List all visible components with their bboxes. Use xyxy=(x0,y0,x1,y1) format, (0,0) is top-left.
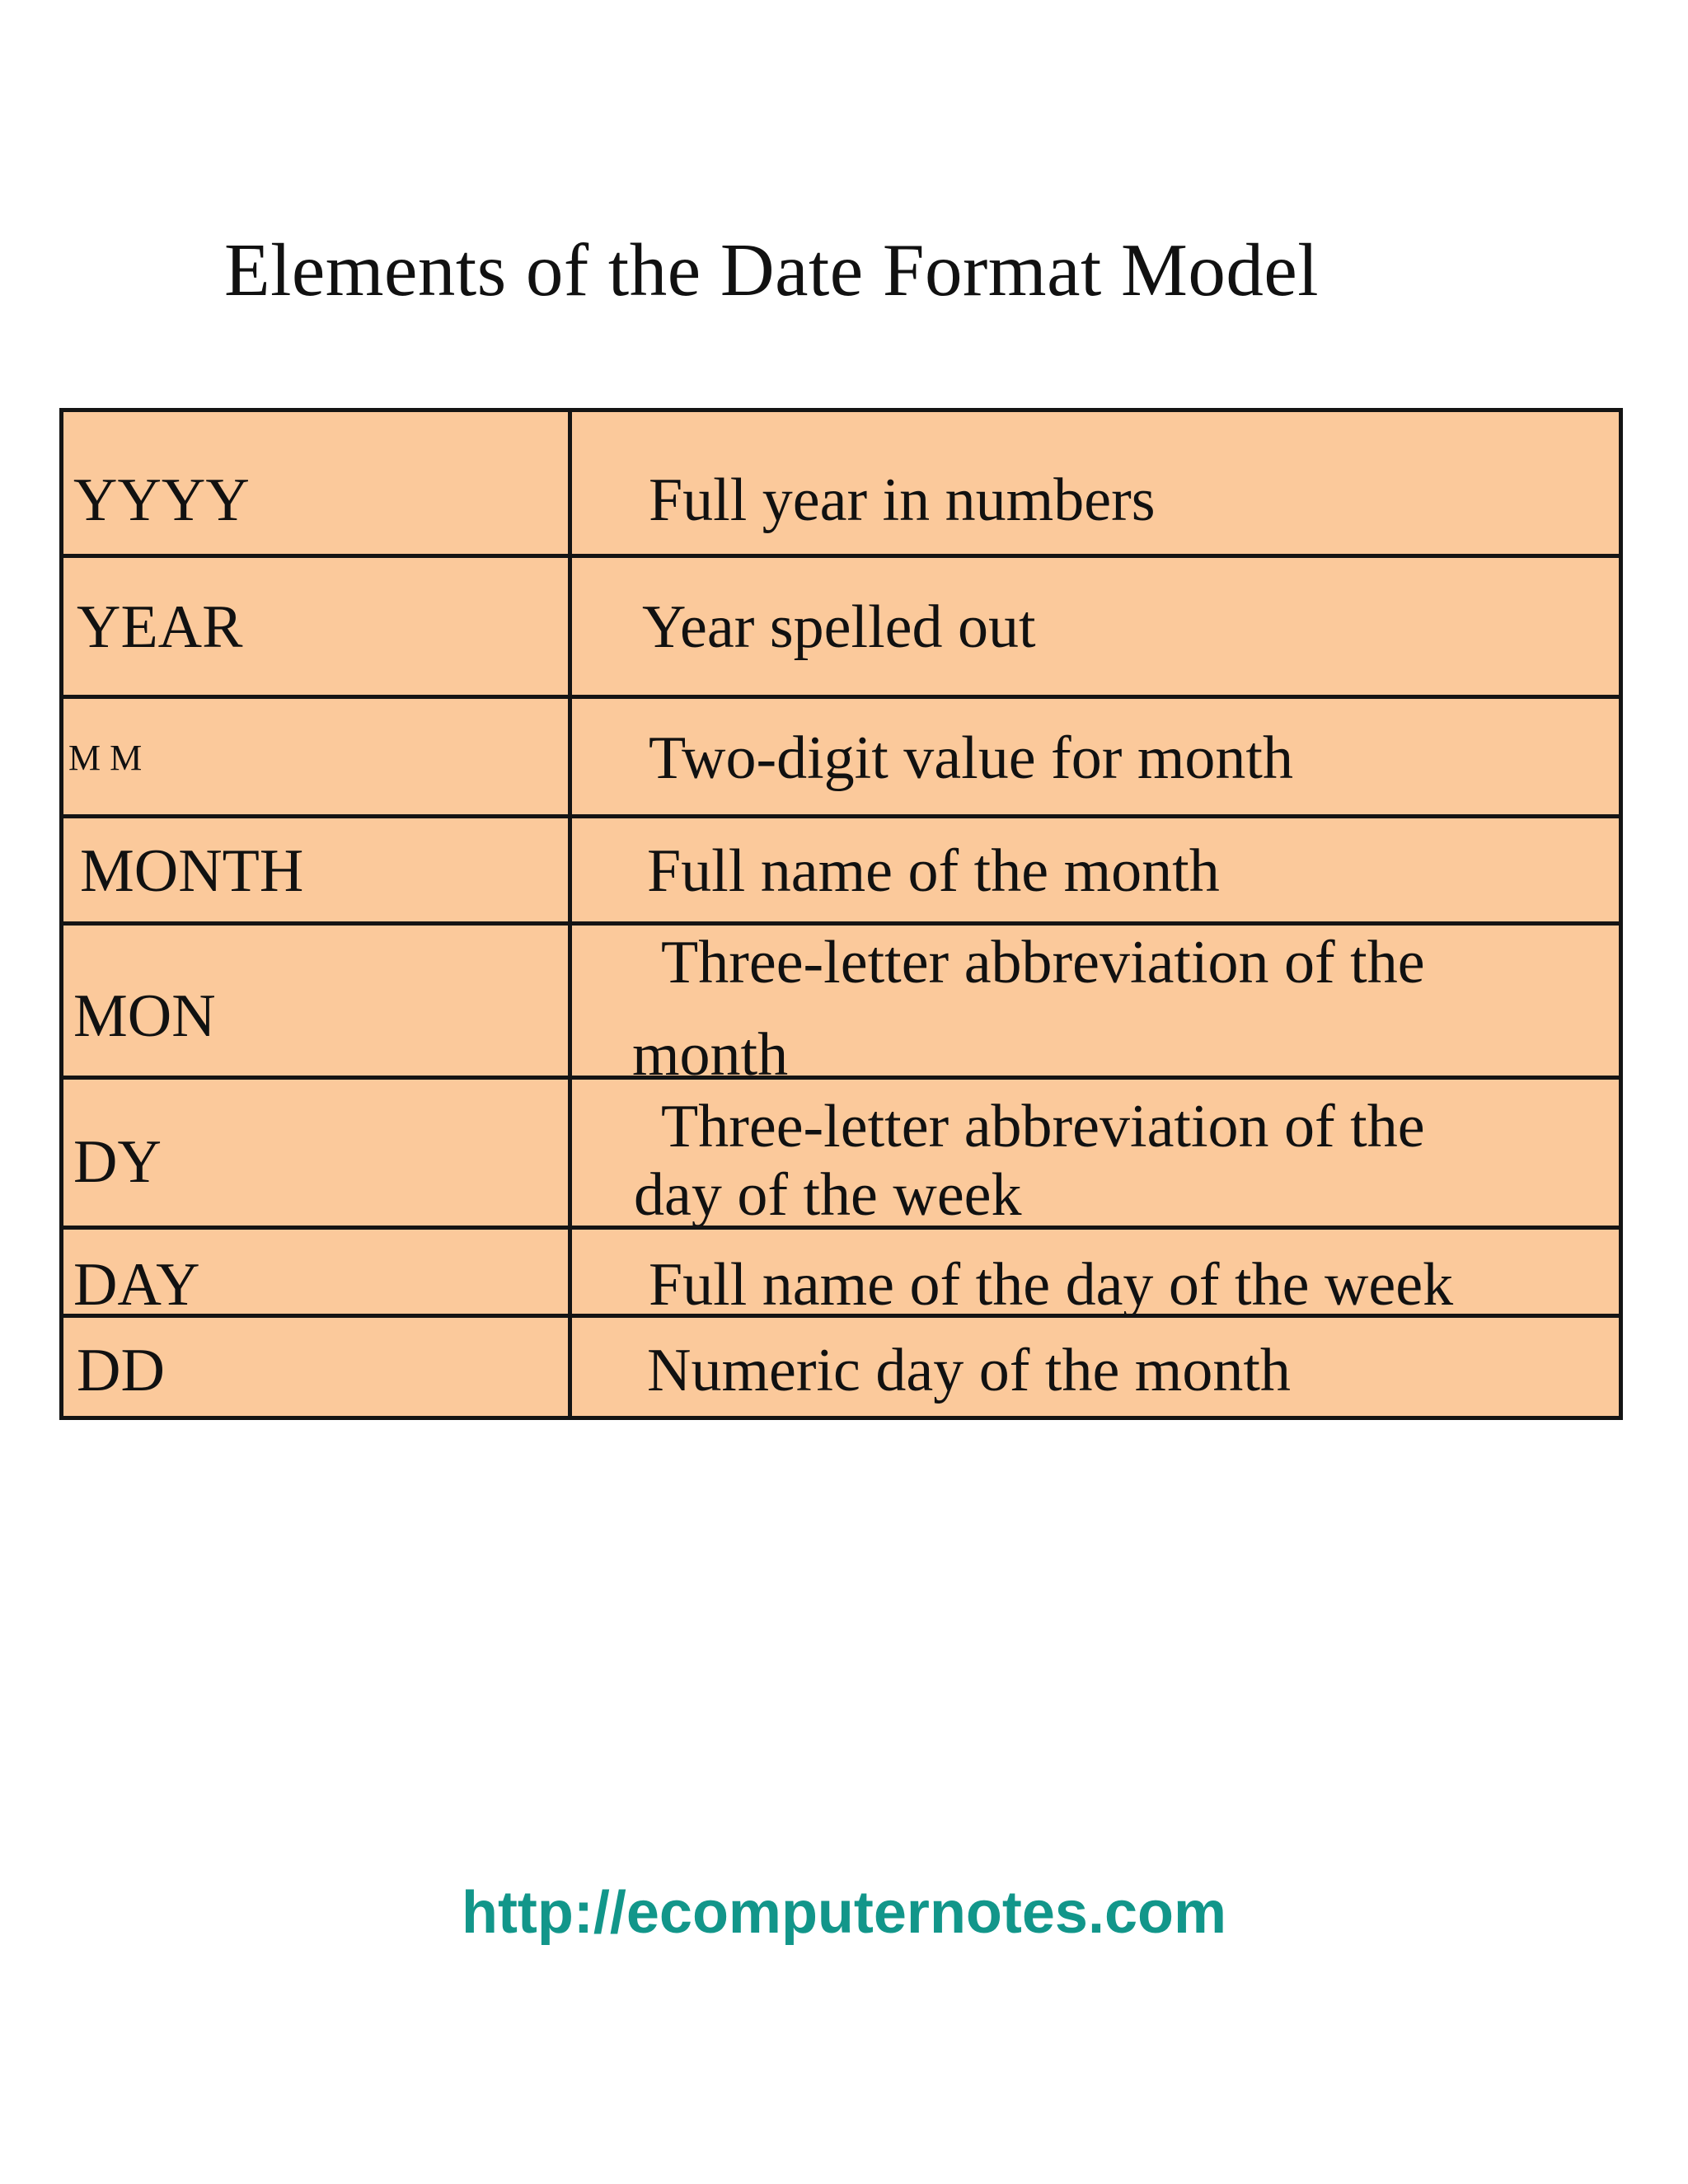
table-row xyxy=(63,921,1619,1089)
format-description: Full year in numbers xyxy=(649,466,1156,534)
format-code: YYYY xyxy=(73,466,250,534)
page-title: Elements of the Date Format Model xyxy=(224,228,1320,312)
format-description: Full name of the month xyxy=(647,837,1220,905)
table-row xyxy=(63,1076,1619,1230)
table-row xyxy=(63,412,1619,558)
table-row xyxy=(63,1226,1619,1318)
table-row xyxy=(63,554,1619,699)
format-code: MONTH xyxy=(80,837,304,905)
format-description-continued: day of the week xyxy=(634,1161,1022,1229)
table-row xyxy=(63,695,1619,818)
table-row xyxy=(63,1314,1619,1416)
format-code: DD xyxy=(77,1337,165,1404)
format-description-continued: month xyxy=(632,1021,789,1089)
format-description: Three-letter abbreviation of the xyxy=(661,929,1425,996)
format-code: DY xyxy=(73,1128,162,1196)
format-description: Full name of the day of the week xyxy=(649,1251,1454,1319)
format-description: Year spelled out xyxy=(642,593,1036,661)
format-code: YEAR xyxy=(77,593,243,661)
website-link[interactable]: http://ecomputernotes.com xyxy=(461,1880,1227,1946)
format-code: M M xyxy=(68,738,143,778)
date-format-table xyxy=(59,408,1623,1420)
table-row xyxy=(63,814,1619,926)
format-description: Numeric day of the month xyxy=(647,1337,1291,1404)
format-description: Two-digit value for month xyxy=(649,724,1293,792)
format-code: DAY xyxy=(73,1251,200,1319)
format-code: MON xyxy=(73,982,216,1050)
format-description: Three-letter abbreviation of the xyxy=(661,1093,1425,1160)
